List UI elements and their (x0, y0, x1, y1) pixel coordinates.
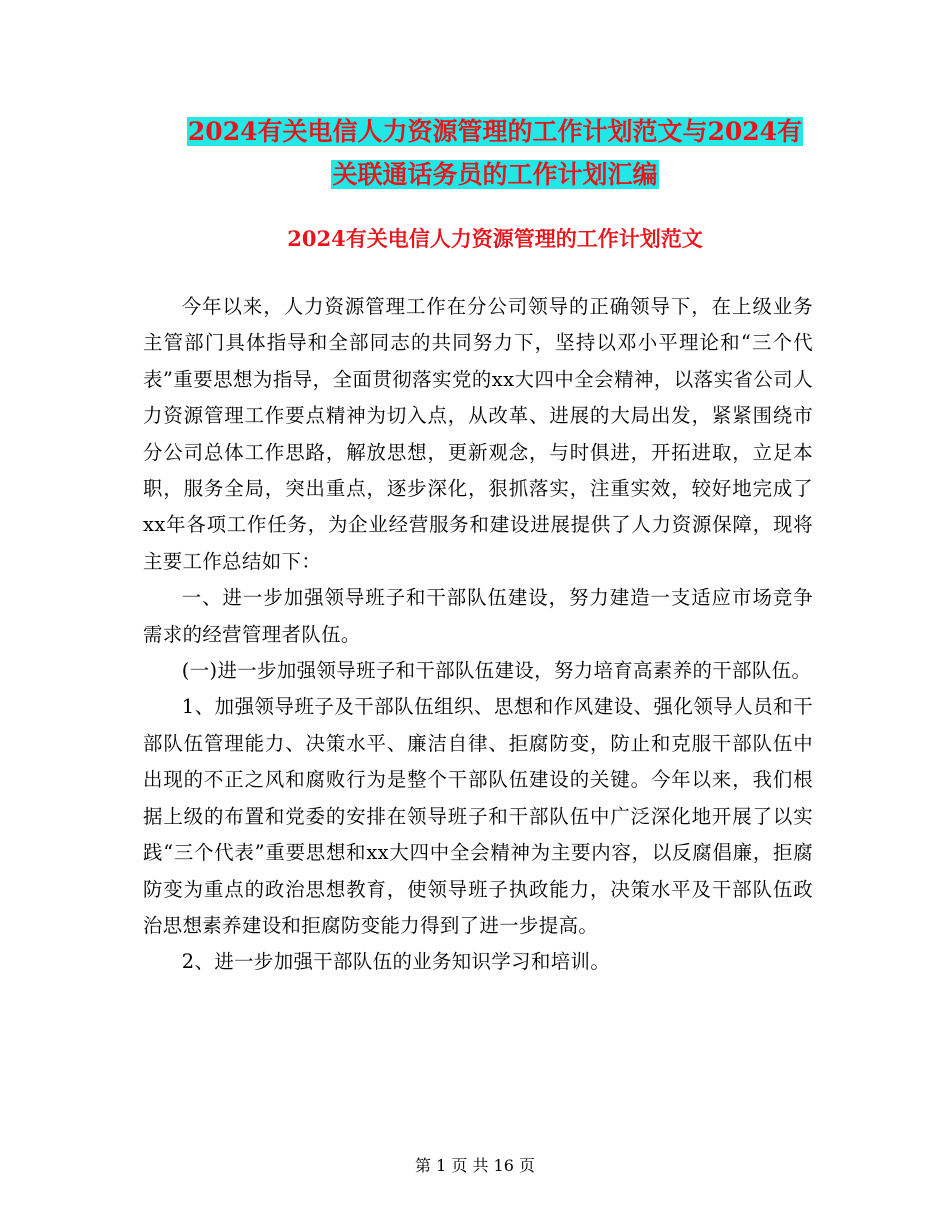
paragraph-subsection-1: (一)进一步加强领导班子和干部队伍建设，努力培育高素养的干部队伍。 (181, 659, 812, 683)
section-heading: 2024有关电信人力资源管理的工作计划范文 (287, 226, 703, 251)
paragraph-section-1: 一、进一步加强领导班子和干部队伍建设，努力建造一支适应市场竞争需求的经营管理者队伍。 (143, 586, 813, 646)
title-text-1: 2024有关电信人力资源管理的工作计划范文与2024有 (187, 117, 803, 146)
title-text-2: 关联通话务员的工作计划汇编 (332, 160, 658, 189)
document-title-line-2 (140, 155, 850, 195)
paragraph-item-2: 2、进一步加强干部队伍的业务知识学习和培训。 (181, 950, 611, 974)
body-text (143, 289, 813, 981)
paragraph-item-1: 1、加强领导班子及干部队伍组织、思想和作风建设、强化领导人员和干部队伍管理能力、决策水平、廉洁自律、拒腐防变，防止和克服干部队伍中出现的不正之风和腐败行为是整个干部队伍建设的关键。今年以来，我们根据上级的布置和党委的安排在领导班子和干部队伍中广泛深化地开展了以实践“三个代表”重要思想和xx大四中全会精神为主要内容，以反腐倡廉，拒腐防变为重点的政治思想教育，使领导班子执政能力，决策水平及干部队伍政治思想素养建设和拒腐防变能力得到了进一步提高。 (143, 695, 813, 937)
paragraph-intro: 今年以来，人力资源管理工作在分公司领导的正确领导下，在上级业务主管部门具体指导和全部同志的共同努力下，坚持以邓小平理论和“三个代表”重要思想为指导，全面贯彻落实党的xx大四中全会精神，以落实省公司人力资源管理工作要点精神为切入点，从改革、进展的大局出发，紧紧围绕市分公司总体工作思路，解放思想，更新观念，与时俱进，开拓进取，立足本职，服务全局，突出重点，逐步深化，狠抓落实，注重实效，较好地完成了xx年各项工作任务，为企业经营服务和建设进展提供了人力资源保障，现将主要工作总结如下： (143, 295, 813, 573)
page-footer: 第 1 页 共 16 页 (415, 1156, 535, 1175)
document-title-line-1 (140, 112, 850, 152)
